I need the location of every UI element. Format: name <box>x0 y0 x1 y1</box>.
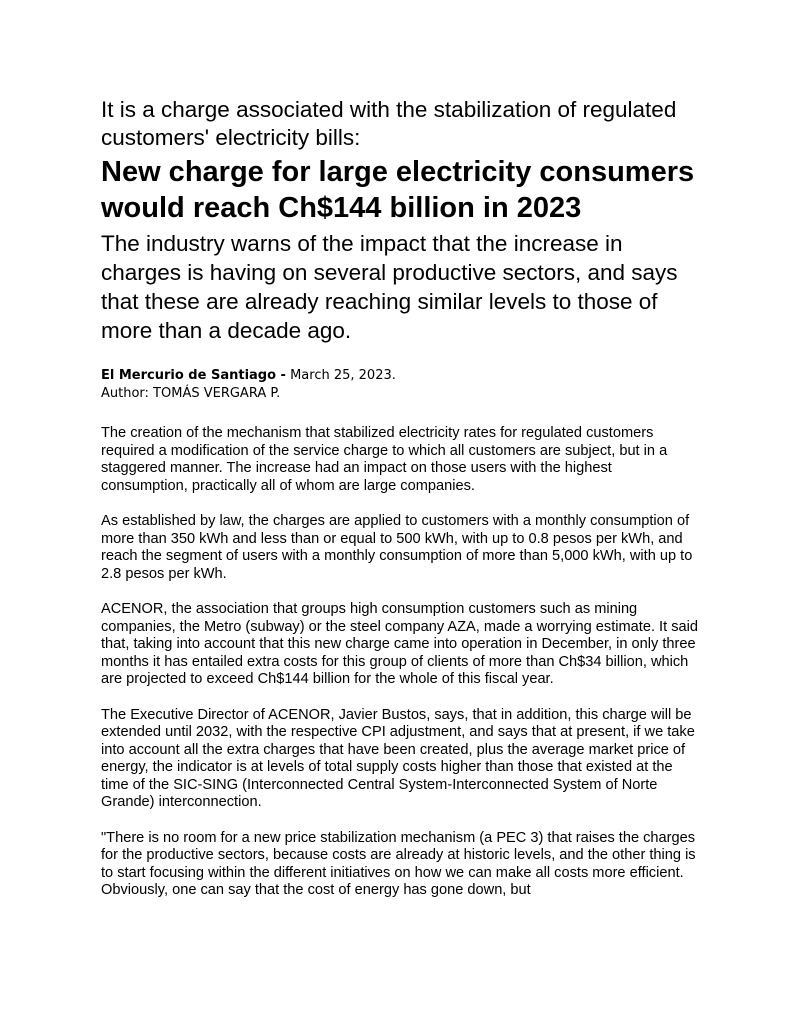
publication-date: March 25, 2023. <box>290 368 396 383</box>
body-paragraph: The creation of the mechanism that stabilized electricity rates for regulated customers required a modification of the service charge to which all customers are subject, but in a staggered manner. The increase had an impact on those users with the highest consumption, practically all of whom are large companies. <box>101 425 668 494</box>
publication-source: El Mercurio de Santiago - <box>101 368 286 383</box>
source-line <box>101 367 701 385</box>
byline <box>101 367 701 403</box>
article-deck: The industry warns of the impact that the increase in charges is having on several productive sectors, and says that these are already reaching similar levels to those of more than a decade ago. <box>101 231 678 343</box>
body-paragraph: As established by law, the charges are applied to customers with a monthly consumption of more than 350 kWh and less than or equal to 500 kWh, with up to 0.8 pesos per kWh, and reach the segment of users with a monthly consumption of more than 5,000 kWh, with up to 2.8 pesos per kWh. <box>101 513 693 582</box>
body-paragraph: The Executive Director of ACENOR, Javier Bustos, says, that in addition, this charge will be extended until 2032, with the respective CPI adjustment, and says that at present, if we take into account all the extra charges that have been created, plus the average market price of energy, the indicator is at levels of total supply costs higher than those that existed at the time of the SIC-SING (Interconnected Central System-Interconnected System of Norte Grande) interconnection. <box>101 706 695 810</box>
article-headline: New charge for large electricity consumers would reach Ch$144 billion in 2023 <box>101 156 695 224</box>
author-line: Author: TOMÁS VERGARA P. <box>101 386 281 401</box>
body-paragraph: ACENOR, the association that groups high consumption customers such as mining companies, the Metro (subway) or the steel company AZA, made a worrying estimate. It said that, taking into account that this new charge came into operation in December, in only three months it has entailed extra costs for this group of clients of more than Ch$34 billion, which are projected to exceed Ch$144 billion for the whole of this fiscal year. <box>101 601 698 687</box>
article-kicker: It is a charge associated with the stabilization of regulated customers' electricity bills: <box>101 97 677 150</box>
article-body <box>101 425 701 900</box>
body-paragraph: "There is no room for a new price stabilization mechanism (a PEC 3) that raises the charges for the productive sectors, because costs are already at historic levels, and the other thing is to start focusing within the different initiatives on how we can make all costs more efficient. Obviously, one can say that the cost of energy has gone down, but <box>101 829 696 898</box>
article <box>101 96 701 918</box>
